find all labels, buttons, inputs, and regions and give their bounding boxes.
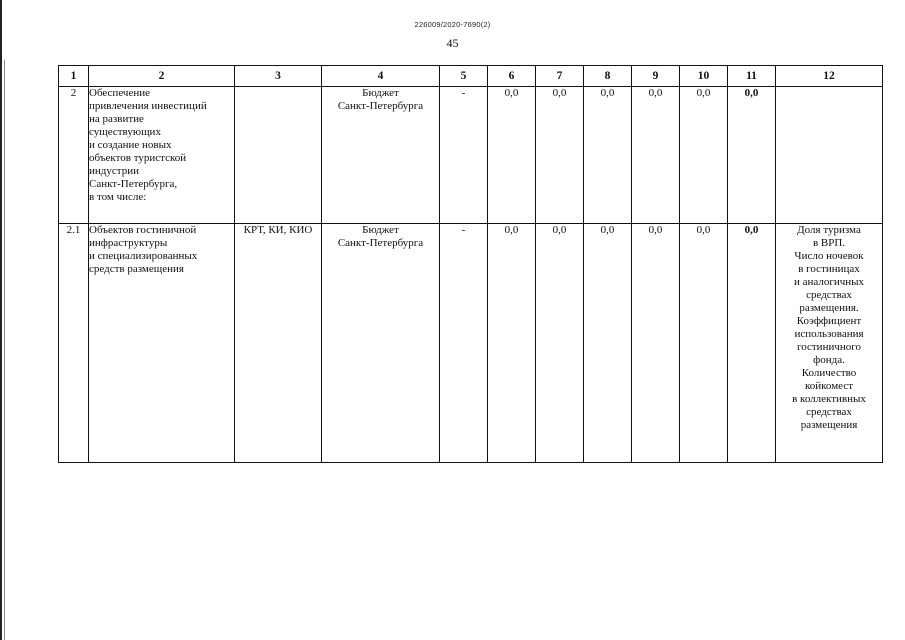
measure-name-line: инфраструктуры (89, 237, 168, 249)
funding-source-line: Бюджет (362, 224, 399, 236)
measure-name (89, 224, 235, 463)
document-number: 226009/2020-7690(2) (414, 20, 491, 29)
indicator-line: Количество (801, 367, 857, 379)
table-row (59, 87, 883, 224)
row-number: 2 (59, 87, 89, 224)
value-cell: - (440, 224, 488, 463)
value-cell: 0,0 (536, 87, 584, 224)
measure-name-line: объектов туристской (89, 152, 187, 164)
indicator-line: размещения (800, 419, 858, 431)
column-header: 9 (632, 66, 680, 87)
value-cell: 0,0 (488, 87, 536, 224)
indicator-line: койкомест (804, 380, 854, 392)
measure-name-line: Обеспечение (89, 87, 150, 99)
funding-source-line: Санкт-Петербурга (337, 237, 424, 249)
measure-name-line: Объектов гостиничной (89, 224, 197, 236)
value-cell: 0,0 (680, 224, 728, 463)
value-cell: 0,0 (584, 224, 632, 463)
indicator-line: в ВРП. (812, 237, 846, 249)
value-cell: 0,0 (488, 224, 536, 463)
indicator-line: использования (794, 328, 864, 340)
scan-left-edge-shadow (4, 60, 5, 640)
indicator-cell (776, 87, 883, 224)
executor-cell (235, 87, 322, 224)
funding-source (322, 87, 440, 224)
column-header: 4 (322, 66, 440, 87)
row-number: 2.1 (59, 224, 89, 463)
column-header: 8 (584, 66, 632, 87)
indicator-line: Коэффициент (796, 315, 862, 327)
measure-name-line: привлечения инвестиций (89, 100, 207, 112)
indicator-line: и аналогичных (793, 276, 865, 288)
measure-name-line: в том числе: (89, 191, 147, 203)
column-header: 7 (536, 66, 584, 87)
page-number: 45 (446, 36, 459, 50)
funding-source (322, 224, 440, 463)
indicator-line: фонда. (813, 354, 845, 366)
indicator-line: размещения. (799, 302, 859, 314)
indicator-line: Доля туризма (797, 224, 861, 236)
indicator-line: в коллективных (792, 393, 866, 405)
funding-source-line: Санкт-Петербурга (337, 100, 424, 112)
column-header: 12 (776, 66, 883, 87)
indicator-line: в гостиницах (798, 263, 860, 275)
indicator-line: гостиничного (796, 341, 862, 353)
value-cell: 0,0 (536, 224, 584, 463)
measure-name-line: Санкт-Петербурга, (89, 178, 178, 190)
measure-name (89, 87, 235, 224)
value-cell: 0,0 (632, 224, 680, 463)
total-value-cell: 0,0 (728, 224, 776, 463)
measure-name-line: и создание новых (89, 139, 172, 151)
value-cell: 0,0 (680, 87, 728, 224)
measure-name-line: существующих (89, 126, 161, 138)
measure-name-line: на развитие (89, 113, 144, 125)
program-table (58, 65, 883, 463)
scan-left-edge (0, 0, 2, 640)
column-header: 3 (235, 66, 322, 87)
indicator-line: средствах (806, 406, 852, 418)
value-cell: - (440, 87, 488, 224)
column-header: 10 (680, 66, 728, 87)
value-cell: 0,0 (632, 87, 680, 224)
column-header: 2 (89, 66, 235, 87)
indicator-line: средствах (806, 289, 852, 301)
funding-source-line: Бюджет (362, 87, 399, 99)
measure-name-line: средств размещения (89, 263, 184, 275)
column-header: 1 (59, 66, 89, 87)
column-header: 11 (728, 66, 776, 87)
column-header: 5 (440, 66, 488, 87)
value-cell: 0,0 (584, 87, 632, 224)
measure-name-line: индустрии (89, 165, 139, 177)
indicator-cell (776, 224, 883, 463)
executor-cell: КРТ, КИ, КИО (235, 224, 322, 463)
table-row (59, 224, 883, 463)
column-number-row (59, 66, 883, 87)
total-value-cell: 0,0 (728, 87, 776, 224)
column-header: 6 (488, 66, 536, 87)
indicator-line: Число ночевок (794, 250, 864, 262)
measure-name-line: и специализированных (89, 250, 198, 262)
